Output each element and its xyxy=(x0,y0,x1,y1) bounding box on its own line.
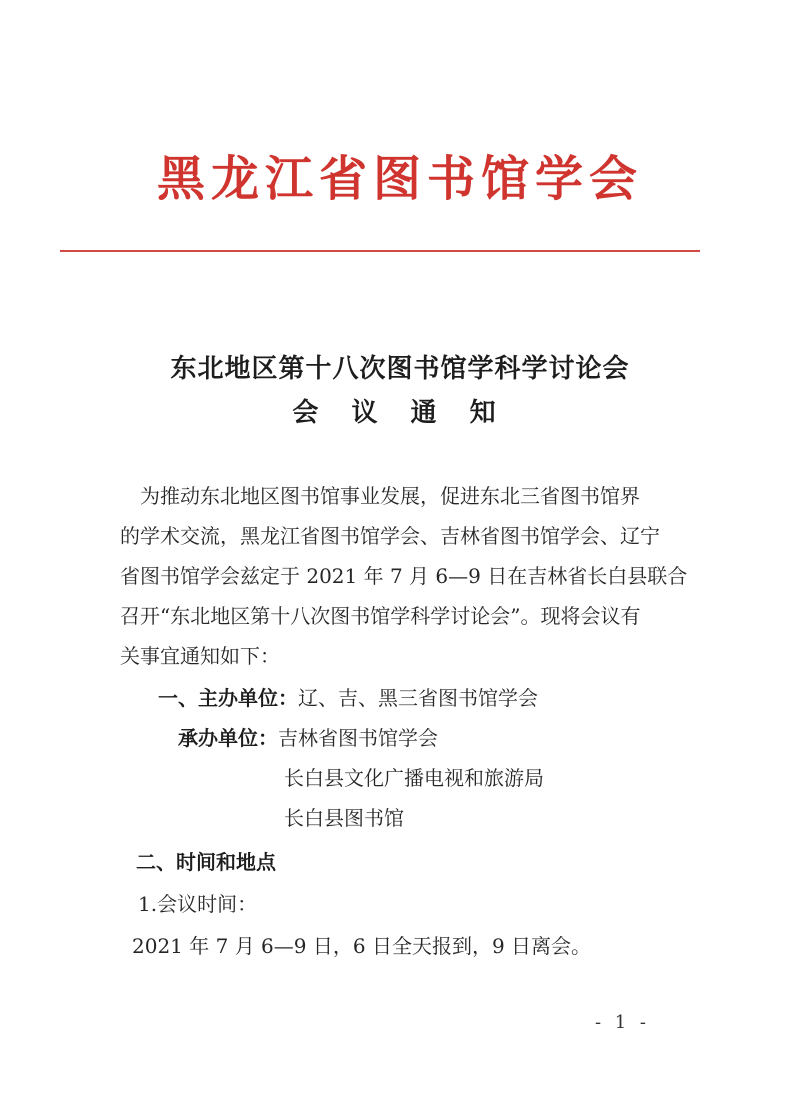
organizer-row xyxy=(178,722,438,751)
letterhead: 黑龙江省图书馆学会 xyxy=(156,151,643,207)
page-number: - 1 - xyxy=(594,1012,650,1033)
organizer-label: 承办单位： xyxy=(178,726,278,750)
intro-line-3: 省图书馆学会兹定于 2021 年 7 月 6—9 日在吉林省长白县联合 xyxy=(120,564,688,588)
organizer-value-3: 长白县图书馆 xyxy=(284,806,404,830)
document-subtitle: 会 议 通 知 xyxy=(292,398,508,428)
meeting-time-label: 1.会议时间： xyxy=(138,892,258,916)
intro-line-1: 为推动东北地区图书馆事业发展，促进东北三省图书馆界 xyxy=(140,484,640,508)
host-row xyxy=(158,682,538,711)
document-title: 东北地区第十八次图书馆学科学讨论会 xyxy=(170,354,630,384)
organizer-value-1: 吉林省图书馆学会 xyxy=(278,726,438,750)
intro-line-4: 召开“东北地区第十八次图书馆学科学讨论会”。现将会议有 xyxy=(120,604,641,628)
host-label: 一、主办单位： xyxy=(158,686,298,710)
intro-line-5: 关事宜通知如下： xyxy=(120,644,280,668)
host-value: 辽、吉、黑三省图书馆学会 xyxy=(298,686,538,710)
meeting-time-value: 2021 年 7 月 6—9 日，6 日全天报到，9 日离会。 xyxy=(132,934,592,958)
section2-heading: 二、时间和地点 xyxy=(136,850,276,874)
intro-line-2: 的学术交流，黑龙江省图书馆学会、吉林省图书馆学会、辽宁 xyxy=(120,524,660,548)
organizer-value-2: 长白县文化广播电视和旅游局 xyxy=(284,766,544,790)
letterhead-red-rule xyxy=(60,250,700,252)
intro-paragraph xyxy=(120,476,692,676)
